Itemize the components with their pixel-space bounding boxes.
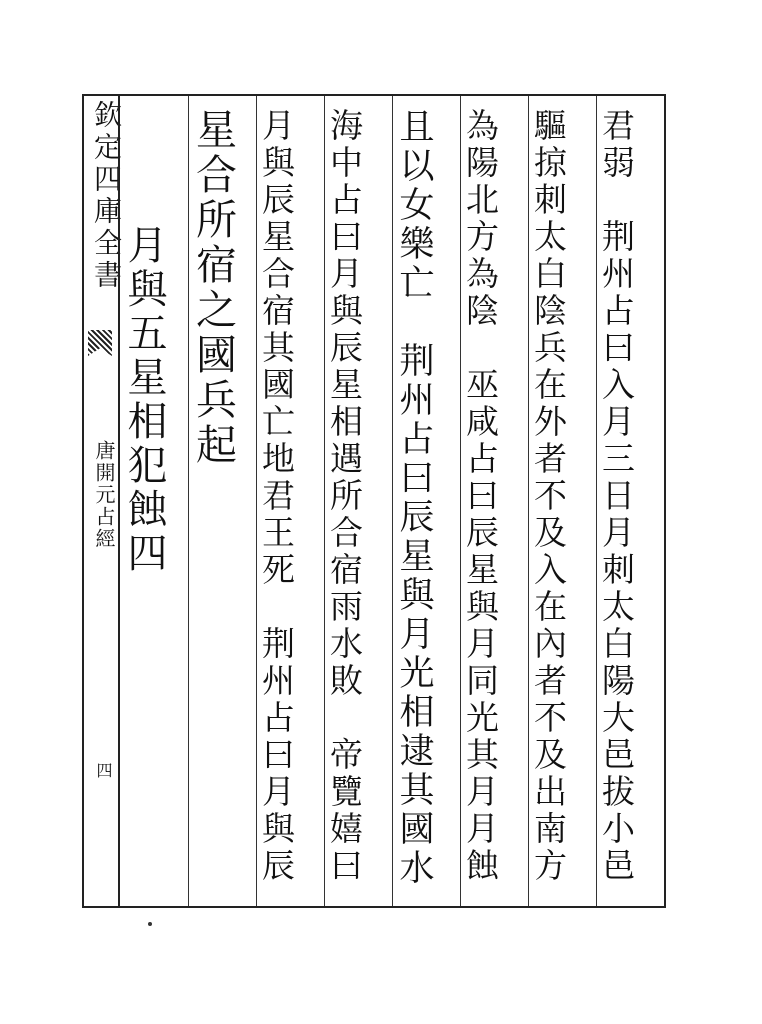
column-rule bbox=[392, 96, 393, 906]
text-column-4: 且以女樂亡 荆州占曰辰星與月光相逮其國水 bbox=[394, 108, 434, 888]
text-column-5: 海中占曰月與辰星相遇所合宿雨水敗 帝覽嬉曰 bbox=[325, 108, 364, 885]
text-column-7: 星合所宿之國兵起 bbox=[189, 108, 237, 468]
text-column-3: 為陽北方為陰 巫咸占曰辰星與月同光其月月蝕 bbox=[461, 108, 500, 885]
book-subtitle: 唐開元占經 bbox=[92, 440, 116, 550]
text-column-6: 月與辰星合宿其國亡地君王死 荆州占曰月與辰 bbox=[257, 108, 296, 885]
ink-speck bbox=[148, 922, 152, 926]
text-column-1: 君弱 荆州占曰入月三日月刺太白陽大邑拔小邑 bbox=[597, 108, 636, 885]
section-heading: 月與五星相犯蝕四 bbox=[121, 180, 167, 576]
page-number: 四 bbox=[94, 762, 113, 778]
book-title: 欽定四庫全書 bbox=[90, 100, 123, 292]
text-column-2: 驅掠刺太白陰兵在外者不及入在內者不及出南方 bbox=[529, 108, 568, 885]
